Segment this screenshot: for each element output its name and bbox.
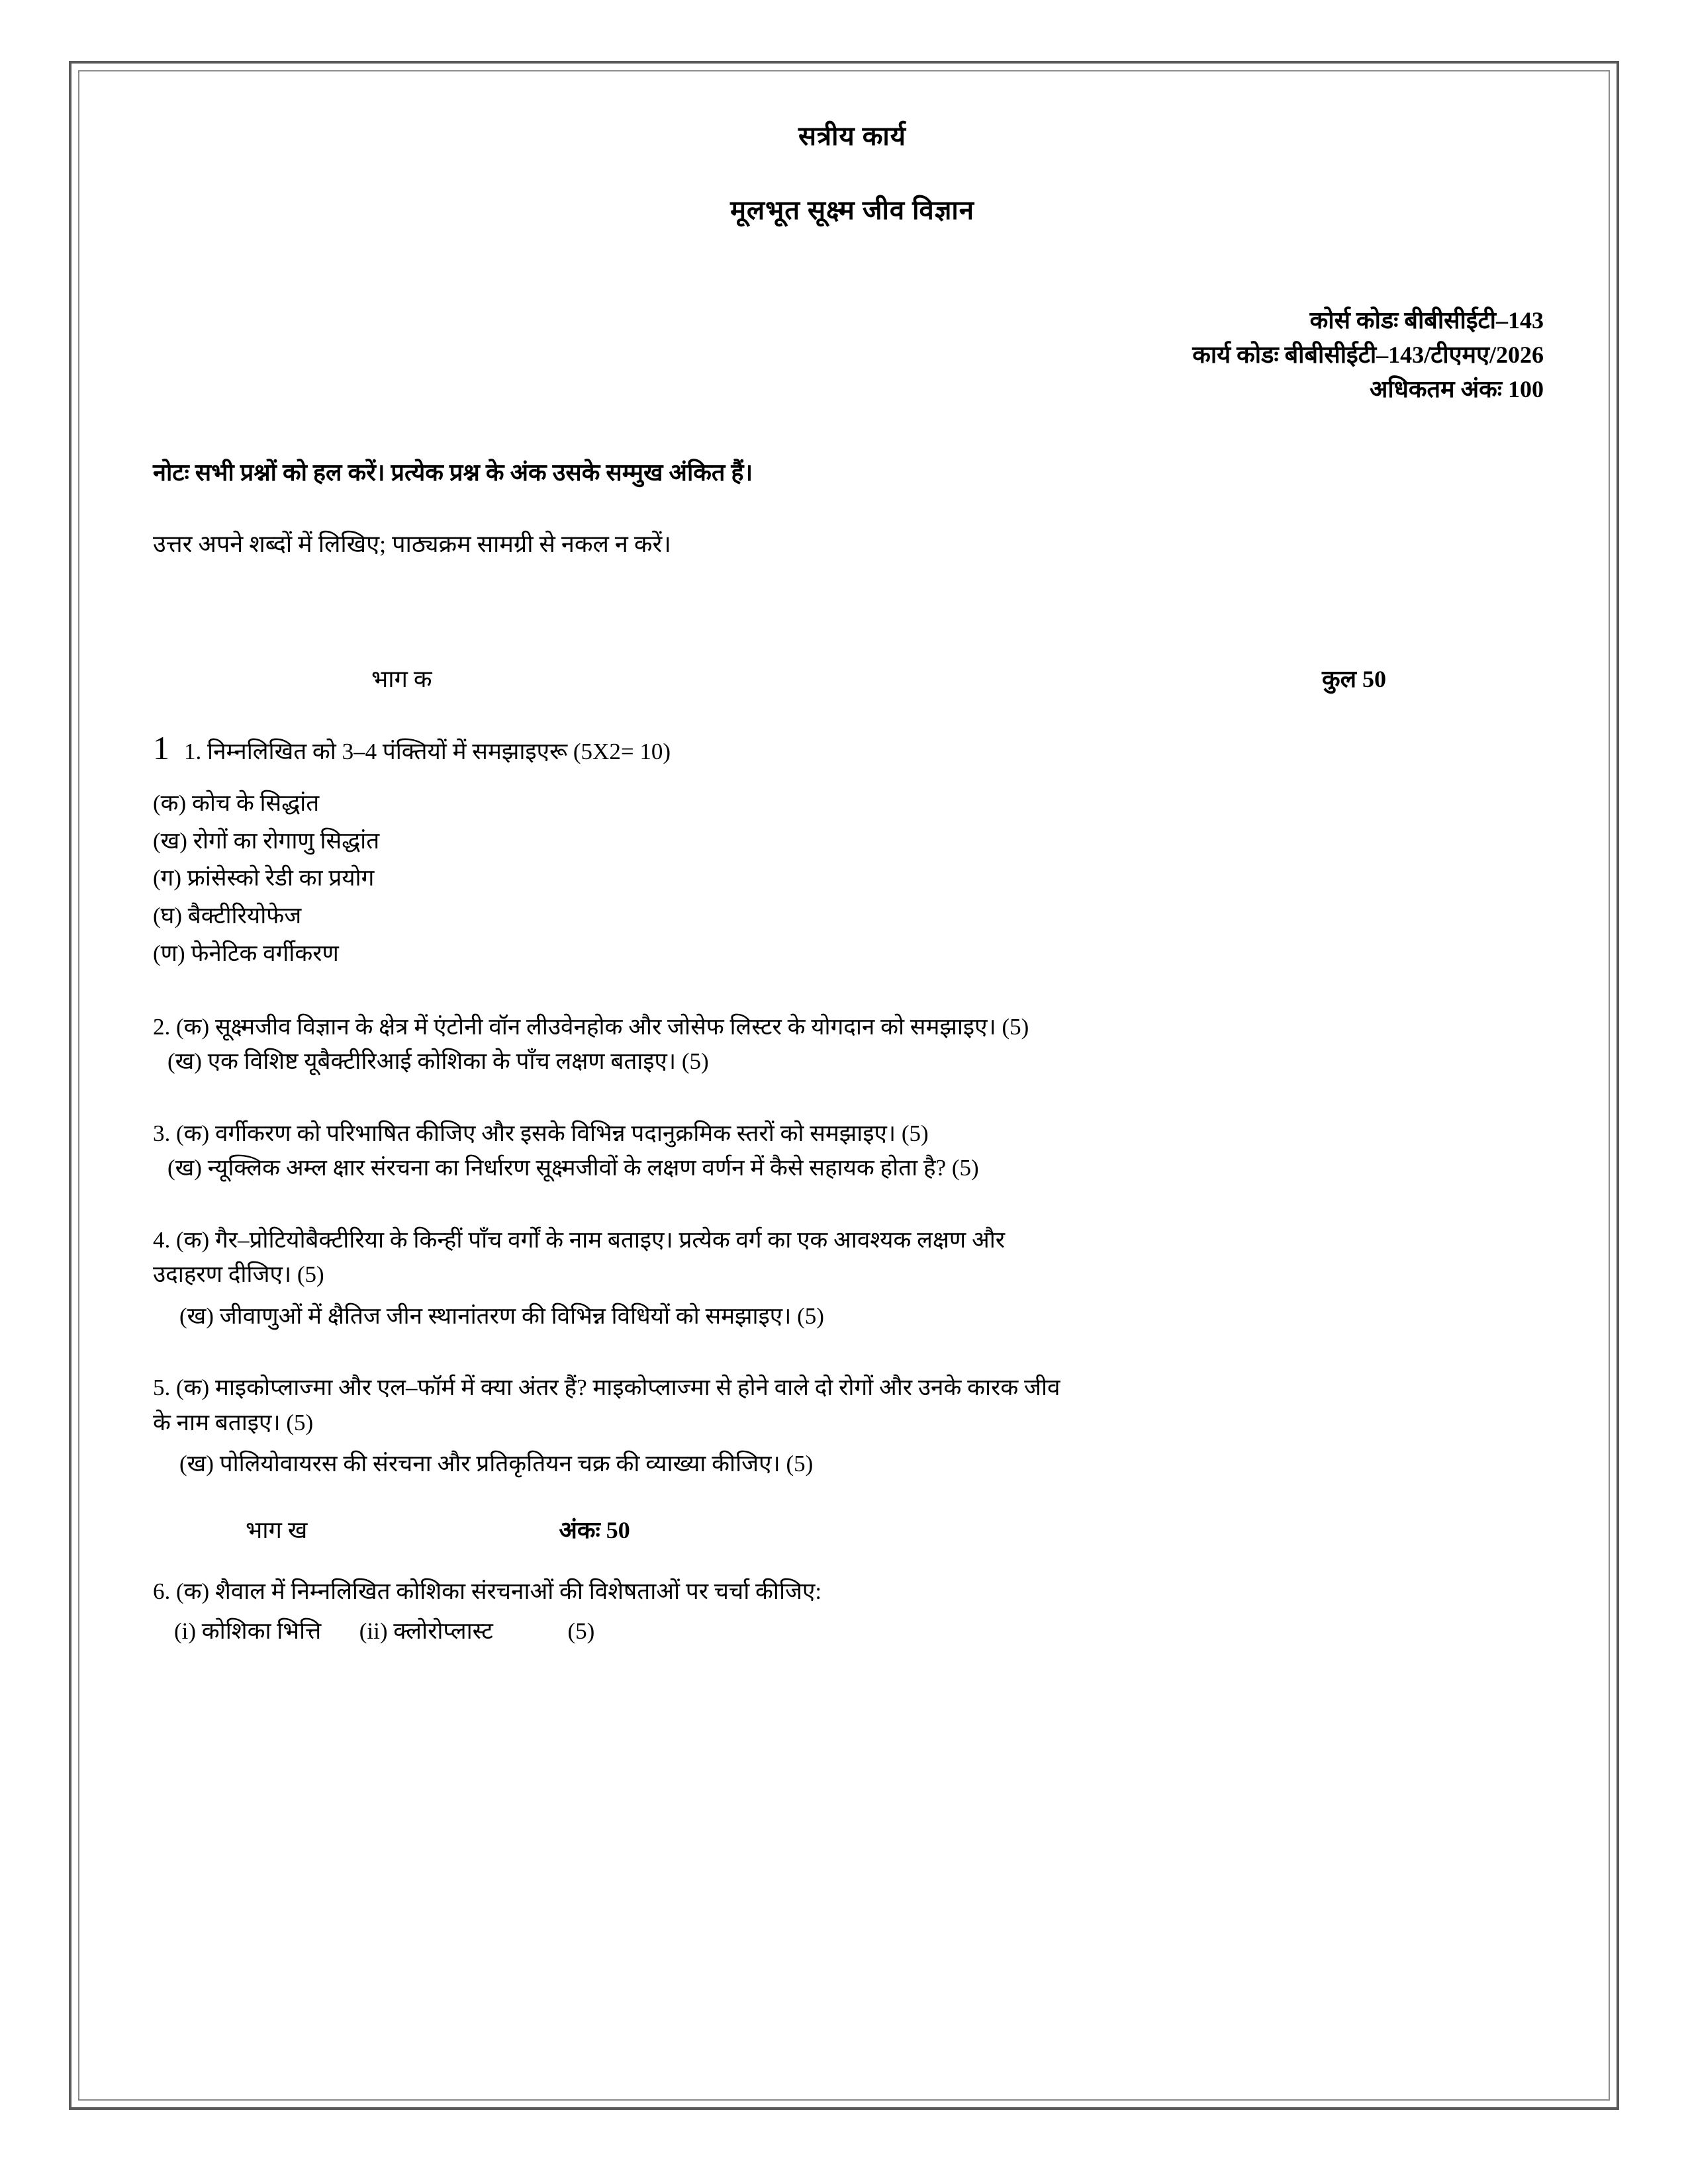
question-1-heading xyxy=(153,731,1552,770)
question-1-text: 1. निम्नलिखित को 3–4 पंक्तियों में समझाइएरू (5X2= 10) xyxy=(184,738,671,764)
note-line-secondary: उत्तर अपने शब्दों में लिखिए; पाठ्यक्रम सामग्री से नकल न करें। xyxy=(153,530,671,557)
course-code: कोर्स कोडः बीबीसीईटी–143 xyxy=(1309,307,1544,334)
question-6-marks: (5) xyxy=(567,1618,595,1644)
question-5-part-b: (ख) पोलियोवायरस की संरचना और प्रतिकृतियन चक्र की व्याख्या कीजिए। (5) xyxy=(179,1451,814,1477)
question-2-part-a: 2. (क) सूक्ष्मजीव विज्ञान के क्षेत्र में एंटोनी वॉन लीउवेनहोक और जोसेफ लिस्टर के योगदान को समझाइए। (5) xyxy=(153,1013,1029,1040)
list-item: (ण) फेनेटिक वर्गीकरण xyxy=(153,940,339,966)
page-title: सत्रीय कार्य xyxy=(798,121,906,151)
question-4-part-b: (ख) जीवाणुओं में क्षैतिज जीन स्थानांतरण की विभिन्न विधियों को समझाइए। (5) xyxy=(179,1302,824,1329)
course-codes-block xyxy=(153,303,1552,407)
question-2-part-b: (ख) एक विशिष्ट यूबैक्टीरिआई कोशिका के पाँच लक्षण बताइए। (5) xyxy=(167,1048,709,1074)
question-3 xyxy=(153,1116,1552,1186)
question-1-sub-items xyxy=(153,785,1552,972)
question-6-sub-item-ii: (ii) क्लोरोप्लास्ट xyxy=(359,1618,493,1644)
list-item: (क) कोच के सिद्धांत xyxy=(153,790,320,817)
document-content xyxy=(64,64,1624,1676)
part-a-header xyxy=(153,661,1552,697)
course-subtitle: मूलभूत सूक्ष्म जीव विज्ञान xyxy=(730,195,974,225)
list-item: (घ) बैक्टीरियोफेज xyxy=(153,903,302,929)
question-6-part-a: 6. (क) शैवाल में निम्नलिखित कोशिका संरचनाओं की विशेषताओं पर चर्चा कीजिए: xyxy=(153,1578,822,1604)
part-b-label: भाग ख xyxy=(246,1516,308,1543)
question-4 xyxy=(153,1223,1552,1334)
question-6-sub-items xyxy=(153,1614,1552,1649)
part-a-label: भाग क xyxy=(371,665,432,692)
list-item: (ग) फ्रांसेस्को रेडी का प्रयोग xyxy=(153,865,375,891)
assignment-code: कार्य कोडः बीबीसीईटी–143/टीएमए/2026 xyxy=(1192,341,1544,369)
question-4-part-a-continued: उदाहरण दीजिए। (5) xyxy=(153,1261,324,1287)
question-3-part-b: (ख) न्यूक्लिक अम्ल क्षार संरचना का निर्धारण सूक्ष्मजीवों के लक्षण वर्णन में कैसे सहायक होता है? (5) xyxy=(167,1155,979,1181)
question-6 xyxy=(153,1574,1552,1649)
question-5 xyxy=(153,1371,1552,1482)
question-3-part-a: 3. (क) वर्गीकरण को परिभाषित कीजिए और इसके विभिन्न पदानुक्रमिक स्तरों को समझाइए। (5) xyxy=(153,1120,929,1146)
part-b-header xyxy=(153,1512,1552,1548)
title-block xyxy=(153,116,1552,230)
question-6-sub-item-i: (i) कोशिका भित्ति xyxy=(174,1618,322,1644)
note-line-primary: नोटः सभी प्रश्नों को हल करें। प्रत्येक प्रश्न के अंक उसके सम्मुख अंकित हैं। xyxy=(153,459,753,486)
part-b-marks: अंकः 50 xyxy=(559,1516,630,1543)
part-a-marks: कुल 50 xyxy=(1321,665,1386,692)
question-5-part-a-continued: के नाम बताइए। (5) xyxy=(153,1409,314,1435)
list-item: (ख) रोगों का रोगाणु सिद्धांत xyxy=(153,827,380,854)
question-5-part-a: 5. (क) माइकोप्लाज्मा और एल–फॉर्म में क्या अंतर हैं? माइकोप्लाज्मा से होने वाले दो रोगों और उनके कारक जीव xyxy=(153,1375,1060,1400)
question-2 xyxy=(153,1010,1552,1079)
question-4-part-a: 4. (क) गैर–प्रोटियोबैक्टीरिया के किन्हीं पाँच वर्गों के नाम बताइए। प्रत्येक वर्ग का एक आवश्यक लक्षण और xyxy=(153,1226,1006,1253)
instructions-block xyxy=(153,455,1552,562)
maximum-marks: अधिकतम अंकः 100 xyxy=(1369,376,1544,403)
question-1-big-number: 1 xyxy=(153,729,169,766)
